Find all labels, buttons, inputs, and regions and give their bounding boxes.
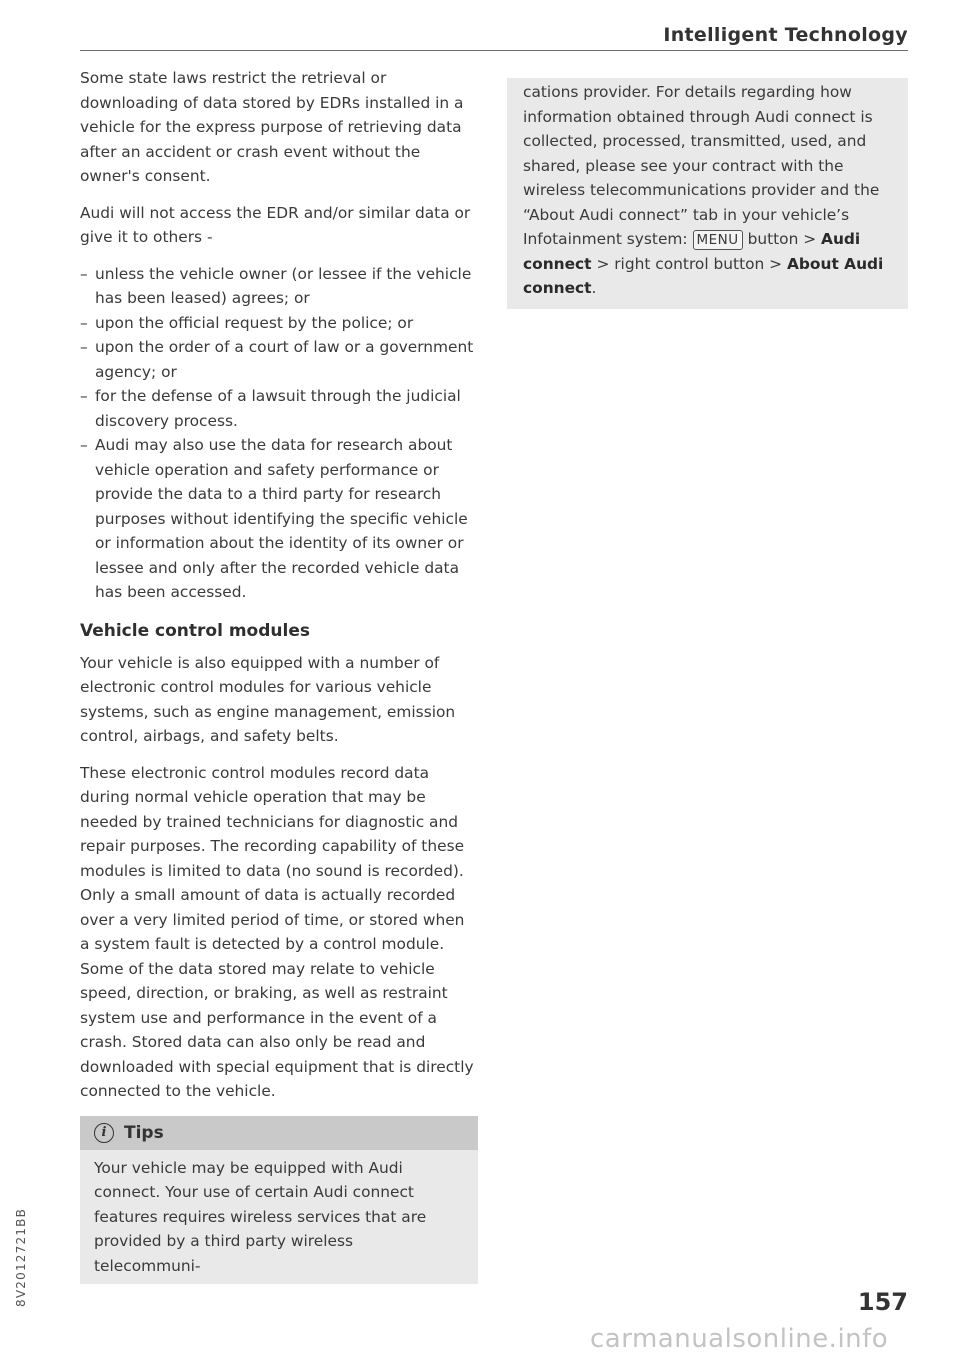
paragraph-audi-access: Audi will not access the EDR and/or similar data or give it to others -	[80, 203, 471, 246]
list-item: – unless the vehicle owner (or lessee if the vehicle has been leased) agrees; or	[80, 262, 478, 311]
page-number: 157	[857, 1288, 908, 1316]
tips-continuation-sentence: cations provider. For details regarding how information obtained through Audi connect is collected, processed, transmitted, used, and shared, please see your contract with the wireless telecommunications provider and the “About Audi connect” tab in your vehicle’s Infotainment system:	[523, 83, 880, 248]
text-button: button >	[747, 230, 817, 248]
bold-about-audi-connect: About Audi connect	[523, 254, 884, 297]
tips-header	[80, 1116, 478, 1150]
tips-continuation	[507, 78, 908, 309]
right-column	[507, 78, 908, 309]
paragraph-modules: Your vehicle is also equipped with a number of electronic control modules for various vehicle systems, such as engine management, emission control, airbags, and safety belts.	[80, 653, 456, 745]
paragraph-state-laws: Some state laws restrict the retrieval or downloading of data stored by EDRs installed in a vehicle for the express purpose of retrieving data after an accident or crash event without the owner's consent.	[80, 69, 464, 185]
period: .	[591, 279, 597, 297]
header-rule	[80, 50, 908, 51]
tips-title: Tips	[124, 1122, 164, 1143]
section-title: Intelligent Technology	[663, 24, 908, 46]
tips-continuation-text	[523, 80, 894, 301]
list-item: – for the defense of a lawsuit through the judicial discovery process.	[80, 384, 478, 433]
paragraph-recording: These electronic control modules record data during normal vehicle operation that may be needed by trained technicians for diagnostic and repair purposes. The recording capability of these modules is limited to data (no sound is recorded). Only a small amount of data is actually recorded over a very limited period of time, or stored when a system fault is detected by a control module. Some of the data stored may relate to vehicle speed, direction, or braking, as well as restraint system use and performance in the event of a crash. Stored data can also only be read and downloaded with special equipment that is directly connected to the vehicle.	[80, 763, 474, 1100]
conditions-list	[80, 262, 478, 605]
watermark: carmanualsonline.info	[590, 1324, 889, 1354]
side-document-code: 8V2012721BB	[14, 1208, 28, 1307]
list-item: – upon the order of a court of law or a government agency; or	[80, 335, 478, 384]
text-right-control: > right control button >	[596, 254, 783, 273]
tips-text: Your vehicle may be equipped with Audi connect. Your use of certain Audi connect features requires wireless services that are provided by a third party wireless telecommuni-	[94, 1158, 427, 1275]
bold-audi-connect: Audi connect	[523, 230, 861, 273]
heading-vehicle-control-modules: Vehicle control modules	[80, 620, 310, 641]
menu-key: MENU	[693, 230, 743, 250]
list-item: – Audi may also use the data for research about vehicle operation and safety performance or provide the data to a third party for research purposes without identifying the specific vehicle or information about the identity of its owner or lessee and only after the recorded vehicle data has been accessed.	[80, 433, 478, 605]
left-column	[80, 66, 478, 1284]
list-item: – upon the official request by the police; or	[80, 311, 478, 336]
tips-body	[80, 1150, 478, 1285]
info-icon: i	[94, 1123, 114, 1143]
